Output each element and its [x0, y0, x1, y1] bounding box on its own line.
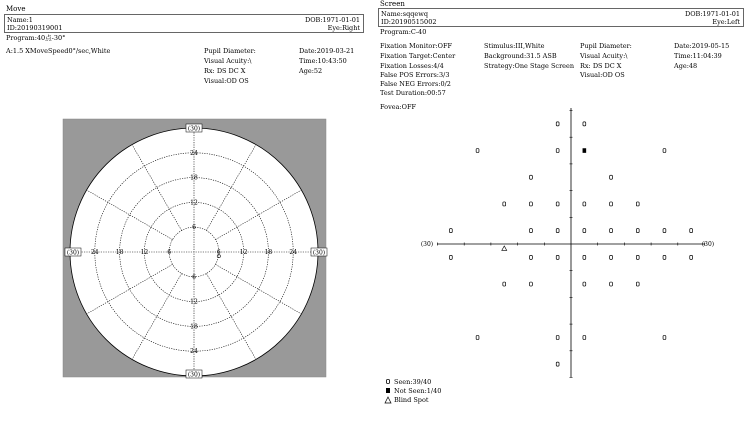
polar-tick-12-left: 12 — [140, 249, 149, 256]
polar-label-bottom: (30) — [187, 371, 201, 379]
seen-point — [503, 282, 506, 286]
right-program: Program:C-40 — [380, 28, 427, 36]
not-seen-legend-icon — [384, 387, 392, 395]
seen-point — [690, 255, 693, 259]
right-false-pos: False POS Errors:3/3 — [380, 71, 450, 79]
polar-label-right: (30) — [312, 249, 326, 257]
seen-point — [556, 202, 559, 206]
right-fix-losses: Fixation Losses:4/4 — [380, 62, 444, 70]
right-duration: Test Duration:00:57 — [380, 89, 446, 97]
seen-point — [530, 282, 533, 286]
seen-point — [610, 229, 613, 233]
polar-tick-18-top: 18 — [190, 174, 198, 182]
left-section-title: Move — [6, 5, 26, 13]
right-id: ID:20190515002 — [381, 18, 437, 26]
right-fovea: Fovea:OFF — [380, 103, 417, 111]
legend-seen: Seen:39/40 — [394, 378, 432, 386]
seen-point — [530, 229, 533, 233]
seen-point — [610, 255, 613, 259]
seen-point — [663, 229, 666, 233]
seen-point — [663, 149, 666, 153]
left-stimulus-info: A:1.5 XMoveSpeed0°/sec,White — [6, 47, 111, 55]
right-false-neg: False NEG Errors:0/2 — [380, 80, 451, 88]
legend-blind-spot: Blind Spot — [394, 396, 429, 404]
seen-point — [636, 255, 639, 259]
right-stimulus: Stimulus:III,White — [484, 42, 545, 50]
left-pupil: Pupil Diameter: — [204, 47, 256, 55]
polar-tick-12-bottom: 12 — [190, 298, 198, 306]
seen-point — [556, 149, 559, 153]
seen-point — [556, 229, 559, 233]
left-age: Age:52 — [299, 67, 323, 75]
seen-point — [636, 282, 639, 286]
seen-point — [663, 255, 666, 259]
seen-point — [449, 255, 452, 259]
seen-legend-icon — [384, 378, 392, 386]
polar-tick-12-right: 12 — [239, 249, 248, 256]
right-time: Time:11:04:39 — [674, 52, 722, 60]
polar-tick-24-left: 24 — [90, 249, 99, 256]
blind-spot-legend-icon — [384, 396, 392, 404]
seen-point — [476, 335, 479, 339]
left-id: ID:20190319001 — [7, 24, 63, 32]
seen-point — [530, 202, 533, 206]
not-seen-point — [583, 148, 587, 153]
left-eye: Eye:Right — [327, 24, 360, 32]
polar-tick-24-top: 24 — [190, 149, 198, 157]
scatter-chart — [380, 0, 750, 438]
left-date: Date:2019-03-21 — [299, 47, 355, 55]
right-fix-target: Fixation Target:Center — [380, 52, 456, 60]
right-name: Name:sqqewq — [381, 10, 428, 18]
left-dob: DOB:1971-01-01 — [305, 16, 360, 24]
right-eye: Eye:Left — [712, 18, 740, 26]
right-dob: DOB:1971-01-01 — [685, 10, 740, 18]
left-name: Name:1 — [7, 16, 33, 24]
seen-point — [449, 229, 452, 233]
right-age: Age:48 — [674, 62, 698, 70]
seen-point — [530, 175, 533, 179]
left-visual: Visual:OD OS — [204, 77, 249, 85]
seen-point — [476, 149, 479, 153]
seen-point — [556, 255, 559, 259]
seen-point — [556, 335, 559, 339]
seen-point — [583, 122, 586, 126]
polar-label-top: (30) — [187, 125, 201, 133]
right-acuity: Visual Acuity:\ — [580, 52, 628, 60]
blind-spot-point — [502, 246, 507, 251]
seen-point — [636, 202, 639, 206]
right-strategy: Strategy:One Stage Screen — [484, 62, 575, 70]
right-background: Background:31.5 ASB — [484, 52, 557, 60]
seen-point — [583, 335, 586, 339]
right-fix-monitor: Fixation Monitor:OFF — [380, 42, 452, 50]
polar-tick-12-top: 12 — [190, 199, 198, 207]
right-section-title: Screen — [380, 0, 405, 8]
polar-tick-18-bottom: 18 — [190, 323, 198, 331]
polar-tick-24-right: 24 — [289, 249, 298, 256]
scatter-label-left: (30) — [420, 241, 434, 248]
seen-point — [556, 122, 559, 126]
right-date: Date:2019-05-15 — [674, 42, 730, 50]
scatter-label-right: (30) — [701, 241, 715, 248]
seen-point — [556, 362, 559, 366]
seen-point — [583, 282, 586, 286]
seen-point — [610, 282, 613, 286]
seen-point — [530, 255, 533, 259]
right-pupil: Pupil Diameter: — [580, 42, 632, 50]
seen-point — [610, 175, 613, 179]
right-rx: Rx: DS DC X — [580, 62, 622, 70]
seen-point — [663, 335, 666, 339]
polar-tick-6-right: 6 — [216, 249, 221, 256]
right-visual: Visual:OD OS — [580, 71, 625, 79]
left-program: Program:40点-30° — [6, 34, 66, 42]
left-rx: Rx: DS DC X — [204, 67, 246, 75]
legend-not-seen: Not Seen:1/40 — [394, 387, 442, 395]
polar-tick-6-top: 6 — [192, 224, 196, 232]
seen-point — [583, 255, 586, 259]
left-acuity: Visual Acuity:\ — [204, 57, 252, 65]
left-time: Time:10:43:50 — [299, 57, 347, 65]
seen-point — [503, 202, 506, 206]
polar-tick-18-right: 18 — [264, 249, 273, 256]
polar-tick-24-bottom: 24 — [190, 348, 198, 356]
seen-point — [636, 229, 639, 233]
seen-point — [610, 202, 613, 206]
polar-tick-6-left: 6 — [167, 249, 172, 256]
polar-label-left: (30) — [66, 249, 80, 257]
polar-tick-18-left: 18 — [115, 249, 124, 256]
polar-tick-6-bottom: 6 — [192, 273, 196, 281]
seen-point — [583, 229, 586, 233]
seen-point — [583, 202, 586, 206]
seen-point — [690, 229, 693, 233]
